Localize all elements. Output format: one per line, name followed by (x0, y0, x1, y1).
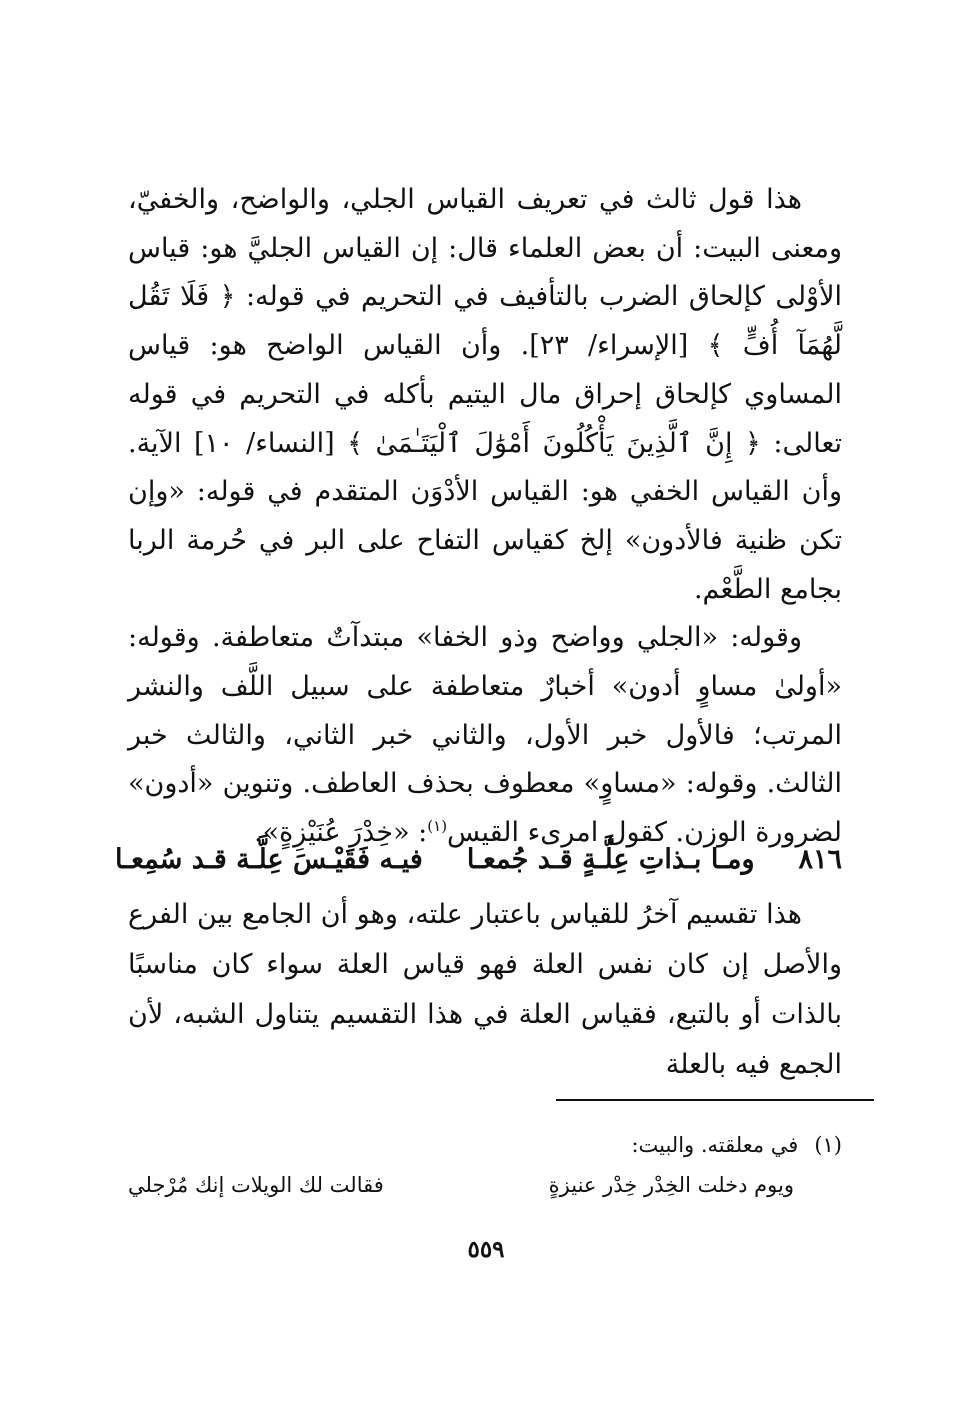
paragraph-definition: هذا قول ثالث في تعريف القياس الجلي، والواضح، والخفيّ، ومعنى البيت: أن بعض العلماء قال: إن القياس الجليَّ هو: قياس الأوْلى كإلحاق الضرب بالتأفيف في التحريم في قوله: ﴿ فَلَا تَقُل لَّهُمَآ أُفٍّ ﴾ [الإسراء/ ٢٣]. وأن القياس الواضح هو: قياس المساوي كإلحاق إحراق مال اليتيم بأكله في التحريم في قوله تعالى: ﴿ إِنَّ ٱلَّذِينَ يَأْكُلُونَ أَمْوَٰلَ ٱلْيَتَـٰمَىٰ ﴾ [النساء/ ١٠] الآية. وأن القياس الخفي هو: القياس الأدْوَن المتقدم في قوله: «وإن تكن ظنية فالأدون» إلخ كقياس التفاح على البر في حُرمة الربا بجامع الطَّعْم. (128, 184, 842, 605)
footnote-verse (128, 1165, 842, 1205)
paragraph-grammar (128, 614, 842, 858)
footnote-reference: (١) (427, 817, 448, 836)
paragraph-grammar-tail: : «خِدْرَ عُنَيْزِةٍ». (254, 817, 428, 849)
footnote-intro-line (128, 1125, 842, 1165)
paragraph-commentary: هذا تقسيم آخرُ للقياس باعتبار علته، وهو أن الجامع بين الفرع والأصل إن كان نفس العلة فهو قياس العلة سواء كان مناسبًا بالذات أو بالتبع، فقياس العلة في هذا التقسيم يتناول الشبه، لأن الجمع فيه بالعلة (128, 899, 842, 1080)
verse-number: ٨١٦ (798, 844, 842, 875)
footnote-separator (556, 1099, 874, 1101)
footnote (128, 1125, 842, 1205)
verse-line (114, 838, 842, 882)
verse-first-hemistich: ومـا بـذاتِ عِلَّـةٍ قـد جُمعـا (466, 844, 755, 875)
footnote-verse-first: ويوم دخلت الخِدْر خِدْر عنيزةٍ (548, 1173, 794, 1197)
commentary-text-block (128, 890, 842, 1090)
footnote-verse-second: فقالت لك الويلات إنك مُرْجلي (128, 1173, 384, 1197)
paragraph-grammar-text: وقوله: «الجلي وواضح وذو الخفا» مبتدآتٌ متعاطفة. وقوله: «أولىٰ مساوٍ أدون» أخبارٌ متعاطفة على سبيل اللَّف والنشر المرتب؛ فالأول خبر الأول، والثاني خبر الثاني، والثالث خبر الثالث. وقوله: «مساوٍ» معطوف بحذف العاطف. وتنوين «أدون» لضرورة الوزن. كقول امرىء القيس (128, 622, 842, 849)
footnote-number: (١) (814, 1133, 842, 1157)
page-number: ٥٥٩ (467, 1236, 505, 1263)
main-text-block (128, 176, 842, 858)
verse-second-hemistich: فيـه فَقَيْـسَ عِلَّـة قـد سُمِعـا (114, 844, 423, 875)
footnote-intro: في معلقته. والبيت: (631, 1133, 799, 1157)
